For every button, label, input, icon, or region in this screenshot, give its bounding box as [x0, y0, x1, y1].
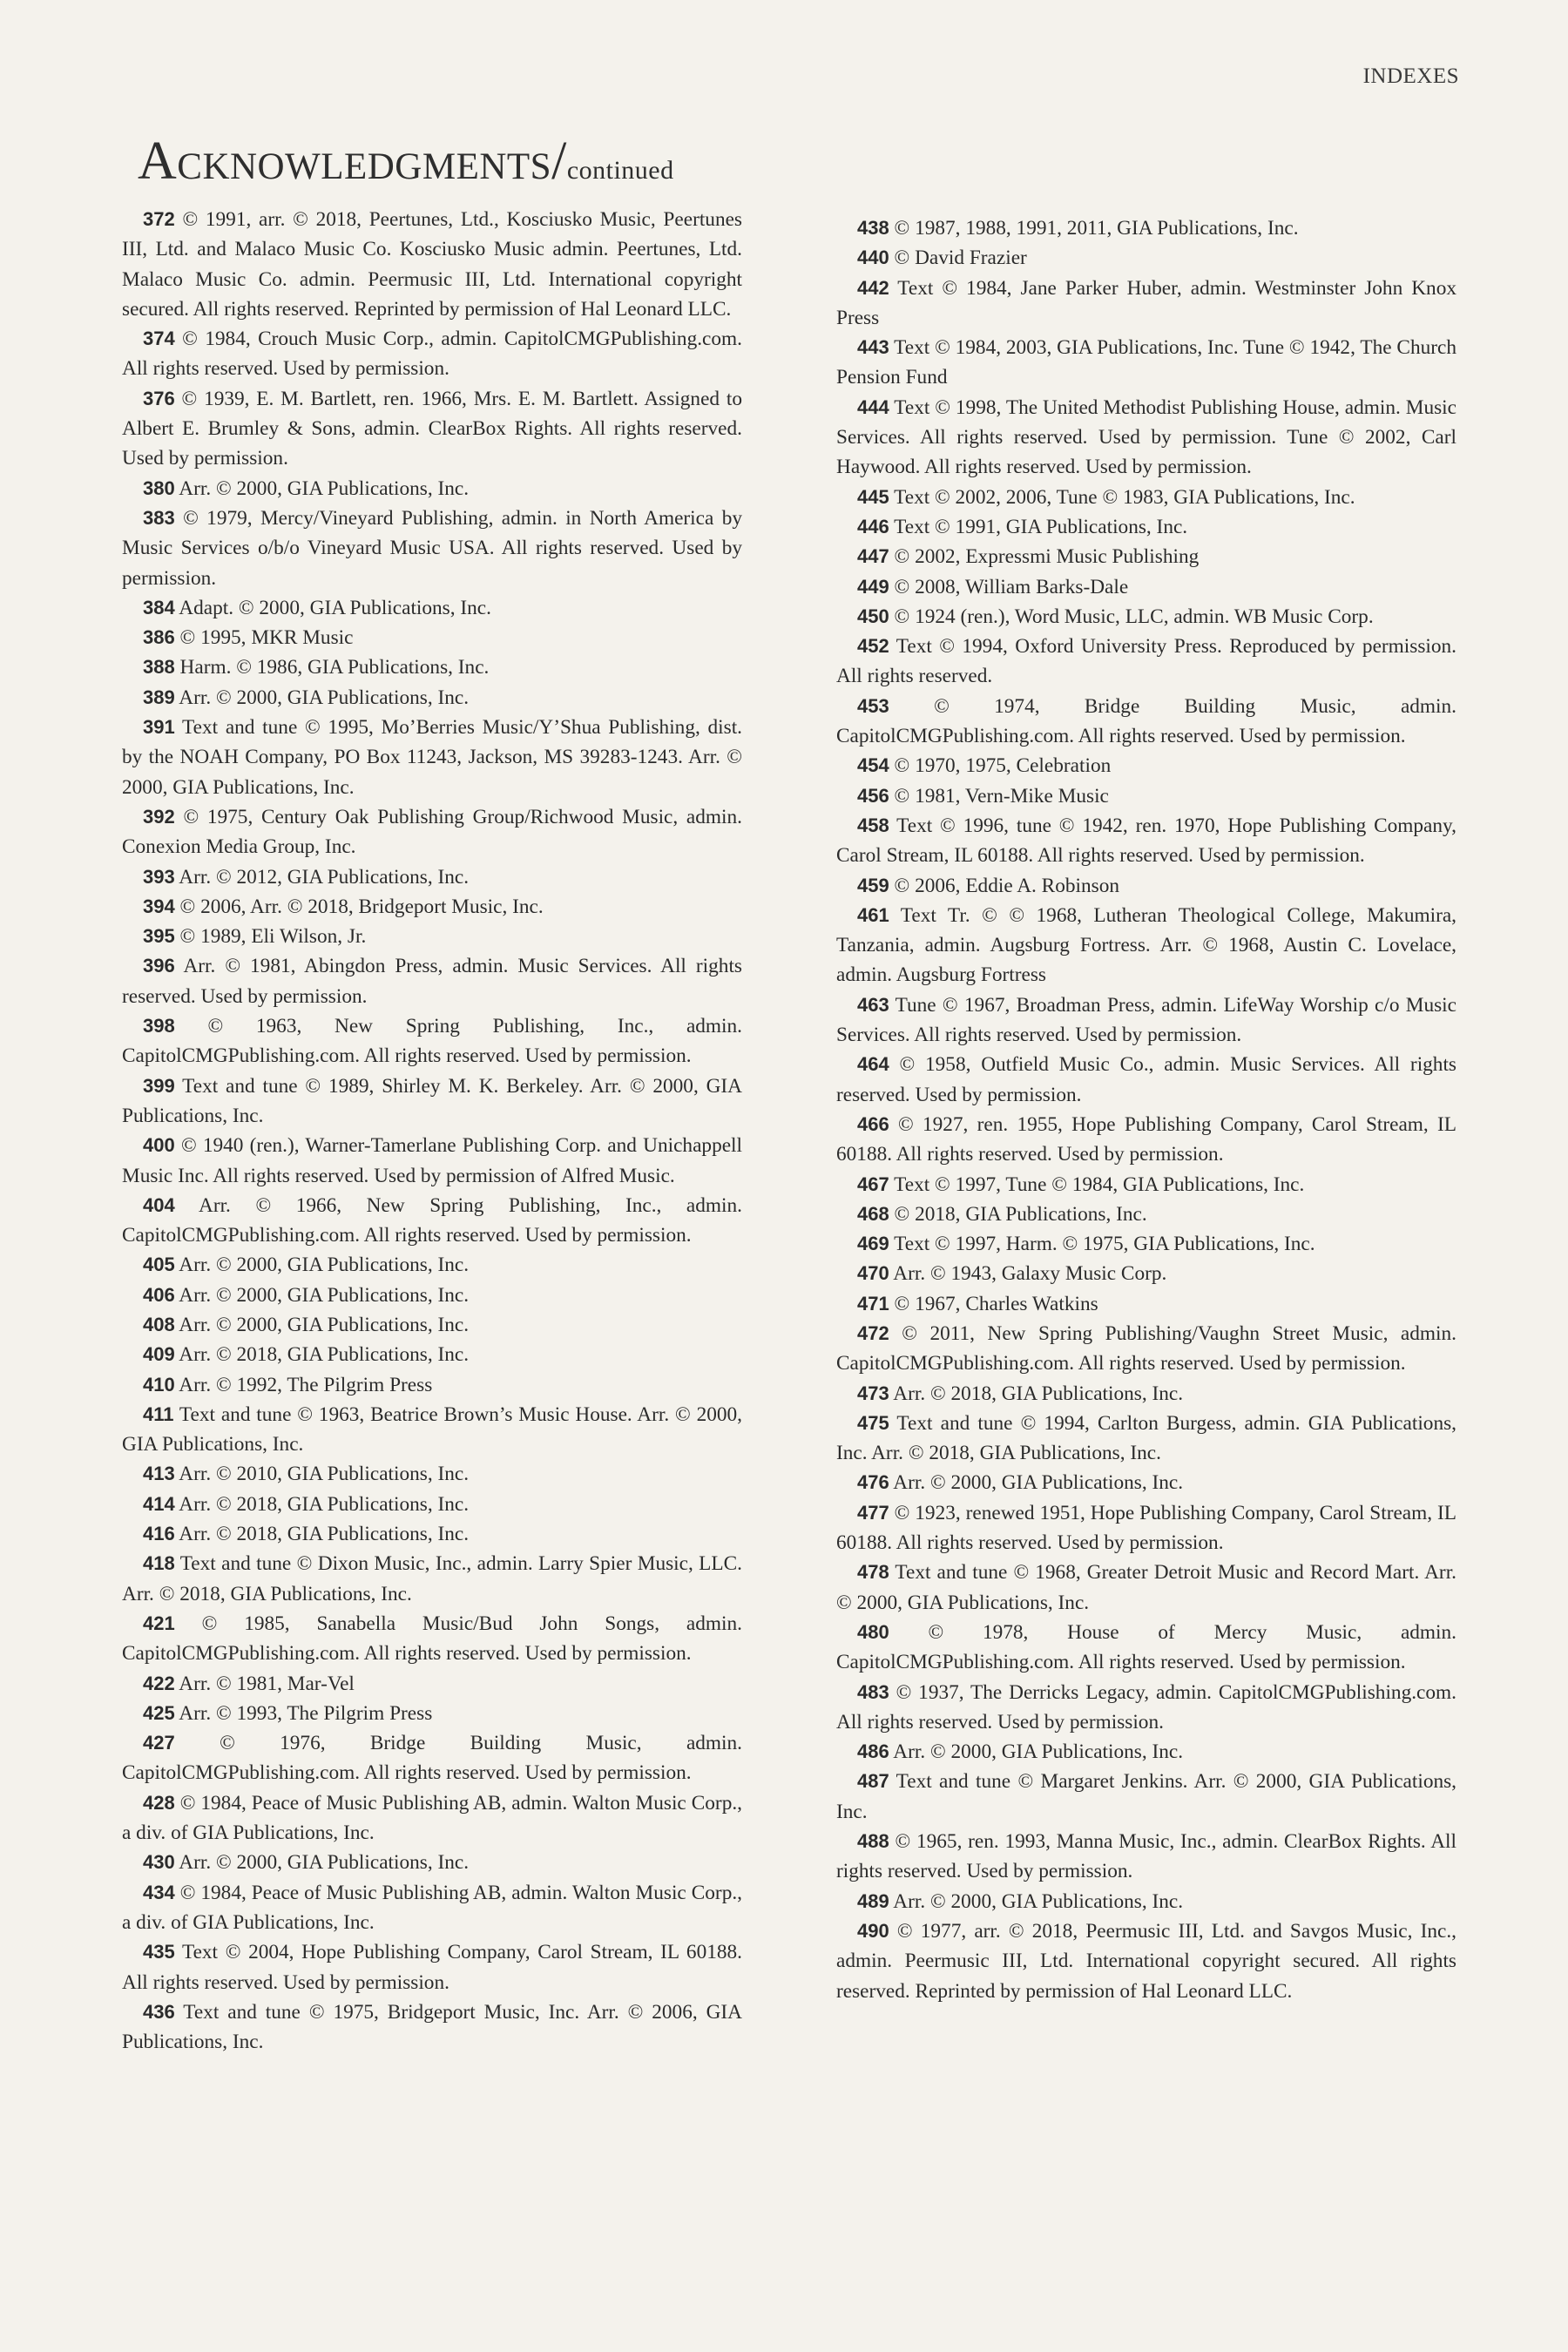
entry-number: 410 — [143, 1373, 175, 1396]
entry-text: © 1985, Sanabella Music/Bud John Songs, admin. CapitolCMGPublishing.com. All rights reserved. Used by permission. — [122, 1612, 742, 1666]
acknowledgment-entry — [836, 871, 1456, 901]
acknowledgment-entry — [836, 572, 1456, 602]
acknowledgment-entry — [122, 1310, 742, 1340]
acknowledgment-entry — [836, 1916, 1456, 2006]
entry-text: Text © 1994, Oxford University Press. Reproduced by permission. All rights reserved. — [836, 635, 1457, 688]
entry-text: Harm. © 1986, GIA Publications, Inc. — [179, 656, 490, 679]
entry-text: © 1984, Crouch Music Corp., admin. CapitolCMGPublishing.com. All rights reserved. Used by permission. — [122, 328, 742, 381]
entry-number: 411 — [143, 1402, 174, 1425]
entry-number: 399 — [143, 1074, 175, 1097]
acknowledgment-entry — [122, 1281, 742, 1310]
entry-number: 389 — [143, 686, 175, 708]
entry-text: Text and tune © Margaret Jenkins. Arr. © 2000, GIA Publications, Inc. — [836, 1770, 1457, 1823]
acknowledgment-entry — [836, 542, 1456, 571]
entry-number: 467 — [857, 1173, 889, 1195]
entry-text: © 1965, ren. 1993, Manna Music, Inc., admin. ClearBox Rights. All rights reserved. Used by permission. — [836, 1830, 1457, 1883]
entry-number: 436 — [143, 2000, 175, 2023]
acknowledgment-entry — [122, 1370, 742, 1400]
entry-number: 422 — [143, 1672, 175, 1694]
acknowledgment-entry — [836, 1050, 1456, 1110]
acknowledgment-entry — [836, 512, 1456, 542]
acknowledgment-entry — [836, 1229, 1456, 1259]
entry-text: Arr. © 2018, GIA Publications, Inc. — [179, 1492, 470, 1516]
acknowledgment-entry — [836, 751, 1456, 781]
acknowledgment-entry — [836, 1200, 1456, 1229]
entry-text: Arr. © 2000, GIA Publications, Inc. — [893, 1889, 1184, 1913]
acknowledgment-entry — [122, 683, 742, 713]
entry-number: 408 — [143, 1313, 175, 1335]
title-slash: / — [551, 132, 567, 191]
acknowledgment-entry — [836, 393, 1456, 483]
entry-number: 468 — [857, 1202, 889, 1225]
entry-text: Arr. © 2000, GIA Publications, Inc. — [893, 1740, 1184, 1764]
entry-number: 393 — [143, 865, 175, 888]
acknowledgment-entry — [122, 862, 742, 892]
acknowledgment-entry — [836, 1289, 1456, 1319]
acknowledgment-entry — [836, 333, 1456, 393]
entry-number: 438 — [857, 217, 889, 239]
entry-number: 489 — [857, 1889, 889, 1912]
entry-number: 384 — [143, 596, 175, 618]
entry-number: 425 — [143, 1701, 175, 1724]
entry-text: Arr. © 2000, GIA Publications, Inc. — [179, 1851, 470, 1875]
entry-text: © 1923, renewed 1951, Hope Publishing Company, Carol Stream, IL 60188. All rights reserved. Used by permission. — [836, 1501, 1457, 1555]
acknowledgment-entry — [122, 504, 742, 593]
acknowledgment-entry — [122, 652, 742, 682]
entry-text: © 1989, Eli Wilson, Jr. — [179, 925, 367, 949]
entry-number: 376 — [143, 387, 175, 409]
acknowledgment-entry — [122, 1459, 742, 1489]
acknowledgment-entry — [836, 811, 1456, 871]
entry-number: 427 — [143, 1732, 175, 1754]
entry-number: 453 — [857, 694, 889, 717]
acknowledgment-entry — [836, 1170, 1456, 1200]
entry-number: 404 — [143, 1193, 175, 1216]
entry-text: © 1991, arr. © 2018, Peertunes, Ltd., Kosciusko Music, Peertunes III, Ltd. and Malaco Music Co. Kosciusko Music admin. Peertunes, Ltd. Malaco Music Co. admin. Peermusic III, Ltd. International copyright secured. All rights reserved. Reprinted by permission of Hal Leonard LLC. — [122, 208, 742, 321]
acknowledgment-entry — [836, 1468, 1456, 1497]
entry-number: 421 — [143, 1612, 175, 1634]
entry-number: 418 — [143, 1552, 175, 1575]
entry-text: © 1977, arr. © 2018, Peermusic III, Ltd. and Savgos Music, Inc., admin. Peermusic III, Ltd. International copyright secured. All rights reserved. Reprinted by permission of Hal Leonard LLC. — [836, 1919, 1456, 2003]
entry-number: 483 — [857, 1680, 889, 1703]
acknowledgment-entry — [122, 1848, 742, 1877]
entry-text: © 1995, MKR Music — [179, 626, 354, 650]
entry-text: © 1924 (ren.), Word Music, LLC, admin. WB Music Corp. — [894, 605, 1374, 628]
entry-text: © 2002, Expressmi Music Publishing — [894, 545, 1200, 569]
entry-text: Text and tune © 1963, Beatrice Brown’s Music House. Arr. © 2000, GIA Publications, Inc. — [122, 1402, 742, 1456]
entry-number: 490 — [857, 1919, 889, 1942]
entry-number: 380 — [143, 476, 175, 499]
entry-text: Arr. © 2000, GIA Publications, Inc. — [179, 1313, 470, 1336]
entry-number: 466 — [857, 1112, 889, 1135]
acknowledgment-entry — [122, 1400, 742, 1460]
entry-text: © 1970, 1975, Celebration — [894, 754, 1112, 778]
acknowledgment-entry — [122, 1071, 742, 1132]
entry-text: © 1978, House of Mercy Music, admin. CapitolCMGPublishing.com. All rights reserved. Used by permission. — [836, 1620, 1457, 1674]
entry-text: Text © 1998, The United Methodist Publishing House, admin. Music Services. All rights reserved. Used by permission. Tune © 2002, Carl Haywood. All rights reserved. Used by permission. — [836, 395, 1456, 479]
entry-number: 473 — [857, 1382, 889, 1404]
acknowledgment-entry — [836, 1110, 1456, 1170]
entry-text: © 1940 (ren.), Warner-Tamerlane Publishing Corp. and Unichappell Music Inc. All rights reserved. Used by permission of Alfred Music. — [122, 1134, 743, 1187]
acknowledgment-entry — [122, 593, 742, 623]
acknowledgment-entry — [122, 922, 742, 951]
entry-number: 405 — [143, 1254, 175, 1276]
acknowledgment-entry — [836, 1379, 1456, 1409]
entry-text: Text © 1997, Tune © 1984, GIA Publications, Inc. — [894, 1173, 1305, 1196]
acknowledgment-entry — [836, 1409, 1456, 1469]
acknowledgment-entry — [122, 951, 742, 1011]
entry-number: 430 — [143, 1851, 175, 1874]
entry-text: © 1984, Peace of Music Publishing AB, admin. Walton Music Corp., a div. of GIA Publications, Inc. — [122, 1791, 742, 1845]
entry-text: Arr. © 2018, GIA Publications, Inc. — [893, 1382, 1184, 1405]
acknowledgment-entry — [836, 213, 1456, 243]
acknowledgment-entry — [836, 1498, 1456, 1558]
entry-text: Text © 1984, Jane Parker Huber, admin. Westminster John Knox Press — [836, 276, 1456, 329]
title-main: Acknowledgments — [138, 132, 552, 191]
entry-number: 372 — [143, 208, 175, 230]
entry-number: 487 — [857, 1770, 889, 1793]
entry-number: 416 — [143, 1523, 175, 1545]
entry-text: © 1958, Outfield Music Co., admin. Music Services. All rights reserved. Used by permission. — [836, 1053, 1456, 1106]
entry-number: 480 — [857, 1620, 889, 1643]
acknowledgment-entry — [122, 892, 742, 922]
acknowledgment-entry — [122, 1669, 742, 1699]
entry-number: 472 — [857, 1321, 889, 1344]
acknowledgment-entry — [836, 483, 1456, 512]
entry-number: 392 — [143, 805, 175, 828]
entry-number: 463 — [857, 993, 889, 1016]
acknowledgment-entry — [122, 1549, 742, 1609]
entry-number: 475 — [857, 1411, 889, 1434]
entry-text: © 2008, William Barks-Dale — [894, 575, 1129, 598]
entry-number: 396 — [143, 955, 175, 977]
entry-text: Arr. © 1966, New Spring Publishing, Inc., admin. CapitolCMGPublishing.com. All rights reserved. Used by permission. — [122, 1193, 742, 1247]
entry-text: © 1984, Peace of Music Publishing AB, admin. Walton Music Corp., a div. of GIA Publications, Inc. — [122, 1881, 742, 1934]
entry-text: Text © 1991, GIA Publications, Inc. — [894, 515, 1188, 538]
entry-number: 446 — [857, 515, 889, 537]
entry-text: Arr. © 2000, GIA Publications, Inc. — [179, 1283, 470, 1307]
entry-number: 478 — [857, 1561, 889, 1584]
acknowledgment-entry — [836, 1558, 1456, 1618]
entry-number: 477 — [857, 1501, 889, 1524]
entry-text: Text and tune © 1989, Shirley M. K. Berkeley. Arr. © 2000, GIA Publications, Inc. — [122, 1074, 743, 1127]
entry-number: 454 — [857, 754, 889, 777]
entry-text: Text and tune © 1994, Carlton Burgess, admin. GIA Publications, Inc. Arr. © 2018, GIA Publications, Inc. — [836, 1411, 1456, 1465]
entry-text: © 1963, New Spring Publishing, Inc., admin. CapitolCMGPublishing.com. All rights reserved. Used by permission. — [122, 1015, 742, 1068]
acknowledgment-entry — [122, 205, 742, 324]
entry-text: Arr. © 2000, GIA Publications, Inc. — [893, 1471, 1184, 1495]
acknowledgment-entry — [836, 1319, 1456, 1379]
acknowledgment-entry — [836, 1827, 1456, 1887]
entry-text: © 2018, GIA Publications, Inc. — [894, 1202, 1147, 1226]
acknowledgment-entry — [122, 1250, 742, 1280]
entry-number: 464 — [857, 1053, 889, 1076]
entry-text: Arr. © 2000, GIA Publications, Inc. — [179, 686, 470, 709]
entry-number: 488 — [857, 1830, 889, 1853]
entry-number: 386 — [143, 626, 175, 649]
entry-text: Text © 1984, 2003, GIA Publications, Inc. Tune © 1942, The Church Pension Fund — [836, 336, 1456, 389]
entry-number: 447 — [857, 545, 889, 568]
acknowledgment-entry — [122, 802, 742, 862]
entry-text: Arr. © 2012, GIA Publications, Inc. — [179, 865, 470, 889]
entry-text: Arr. © 1943, Galaxy Music Corp. — [893, 1262, 1167, 1286]
acknowledgment-entry — [836, 781, 1456, 811]
acknowledgment-entry — [122, 1609, 742, 1669]
entry-number: 391 — [143, 716, 175, 739]
entry-number: 400 — [143, 1134, 175, 1157]
acknowledgment-entry — [122, 1191, 742, 1251]
acknowledgment-entry — [122, 324, 742, 384]
entry-text: Arr. © 1992, The Pilgrim Press — [179, 1373, 433, 1396]
entry-text: © 1976, Bridge Building Music, admin. CapitolCMGPublishing.com. All rights reserved. Used by permission. — [122, 1732, 743, 1785]
entry-number: 444 — [857, 395, 889, 418]
entry-number: 461 — [857, 903, 889, 926]
entry-text: Text © 2002, 2006, Tune © 1983, GIA Publications, Inc. — [894, 485, 1355, 509]
entry-text: Text and tune © Dixon Music, Inc., admin. Larry Spier Music, LLC. Arr. © 2018, GIA Publications, Inc. — [122, 1552, 743, 1605]
entry-number: 406 — [143, 1283, 175, 1306]
entry-number: 452 — [857, 635, 889, 658]
acknowledgment-entry — [836, 1678, 1456, 1738]
entry-number: 409 — [143, 1343, 175, 1366]
entry-text: Adapt. © 2000, GIA Publications, Inc. — [179, 596, 491, 619]
entry-number: 476 — [857, 1471, 889, 1494]
entry-text: Text © 2004, Hope Publishing Company, Carol Stream, IL 60188. All rights reserved. Used by permission. — [122, 1941, 742, 1994]
acknowledgment-entry — [836, 901, 1456, 990]
acknowledgment-entry — [836, 632, 1456, 692]
acknowledgment-entry — [122, 1728, 742, 1788]
acknowledgment-entry — [122, 1788, 742, 1848]
acknowledgment-entry — [836, 1259, 1456, 1288]
acknowledgment-entry — [836, 692, 1456, 752]
entry-number: 458 — [857, 814, 889, 836]
acknowledgment-entry — [122, 623, 742, 652]
entry-text: Text © 1996, tune © 1942, ren. 1970, Hope Publishing Company, Carol Stream, IL 60188. All rights reserved. Used by permission. — [836, 814, 1456, 868]
entry-number: 388 — [143, 656, 175, 679]
entry-text: © 1939, E. M. Bartlett, ren. 1966, Mrs. E. M. Bartlett. Assigned to Albert E. Brumley & Sons, admin. ClearBox Rights. All rights reserved. Used by permission. — [122, 387, 743, 470]
acknowledgment-entry — [836, 990, 1456, 1051]
entry-text: © 1967, Charles Watkins — [894, 1292, 1098, 1315]
entry-number: 470 — [857, 1262, 889, 1285]
acknowledgment-entry — [122, 1937, 742, 1997]
entry-text: © 1975, Century Oak Publishing Group/Richwood Music, admin. Conexion Media Group, Inc. — [122, 805, 742, 859]
entry-text: © David Frazier — [894, 247, 1027, 270]
entry-text: Text and tune © 1968, Greater Detroit Music and Record Mart. Arr. © 2000, GIA Publications, Inc. — [836, 1561, 1456, 1614]
entry-text: © 1981, Vern-Mike Music — [894, 784, 1109, 808]
entry-number: 486 — [857, 1740, 889, 1763]
entry-text: © 2011, New Spring Publishing/Vaughn Street Music, admin. CapitolCMGPublishing.com. All rights reserved. Used by permission. — [836, 1321, 1456, 1375]
acknowledgment-entry — [122, 1490, 742, 1519]
entry-number: 374 — [143, 328, 175, 350]
entry-number: 398 — [143, 1015, 175, 1037]
entry-text: Text and tune © 1995, Mo’Berries Music/Y’Shua Publishing, dist. by the NOAH Company, PO Box 11243, Jackson, MS 39283-1243. Arr. © 2000, GIA Publications, Inc. — [122, 716, 742, 799]
entry-number: 428 — [143, 1791, 175, 1814]
page-title — [138, 131, 674, 193]
acknowledgment-entry — [836, 1737, 1456, 1767]
entry-text: Text © 1997, Harm. © 1975, GIA Publications, Inc. — [894, 1233, 1315, 1256]
entry-text: Arr. © 2018, GIA Publications, Inc. — [179, 1523, 470, 1546]
entry-number: 443 — [857, 336, 889, 359]
entry-number: 449 — [857, 575, 889, 598]
entry-number: 414 — [143, 1492, 175, 1515]
title-sub: continued — [566, 156, 674, 185]
entry-number: 442 — [857, 276, 889, 299]
entry-text: © 1987, 1988, 1991, 2011, GIA Publications, Inc. — [894, 217, 1299, 240]
acknowledgment-entry — [122, 384, 742, 474]
entry-text: © 1927, ren. 1955, Hope Publishing Company, Carol Stream, IL 60188. All rights reserved. Used by permission. — [836, 1112, 1456, 1166]
entry-text: Arr. © 1993, The Pilgrim Press — [179, 1701, 433, 1725]
acknowledgment-entry — [836, 1618, 1456, 1678]
entry-text: Arr. © 2010, GIA Publications, Inc. — [179, 1463, 470, 1486]
acknowledgment-entry — [122, 1699, 742, 1728]
entry-text: © 1979, Mercy/Vineyard Publishing, admin. in North America by Music Services o/b/o Vineyard Music USA. All rights reserved. Used by permission. — [122, 506, 742, 590]
acknowledgment-entry — [122, 713, 742, 802]
entry-number: 469 — [857, 1233, 889, 1255]
entry-text: Tune © 1967, Broadman Press, admin. LifeWay Worship c/o Music Services. All rights reserved. Used by permission. — [836, 993, 1456, 1047]
acknowledgment-entry — [836, 274, 1456, 334]
entry-number: 435 — [143, 1941, 175, 1963]
acknowledgment-entry — [122, 1340, 742, 1369]
entry-text: Arr. © 2000, GIA Publications, Inc. — [179, 1254, 470, 1277]
entry-number: 450 — [857, 605, 889, 627]
acknowledgment-entry — [122, 1878, 742, 1938]
acknowledgment-entry — [122, 474, 742, 504]
left-column — [122, 205, 742, 2057]
entry-number: 445 — [857, 485, 889, 508]
entry-text: Text Tr. © © 1968, Lutheran Theological College, Makumira, Tanzania, admin. Augsburg Fortress. Arr. © 1968, Austin C. Lovelace, admin. Augsburg Fortress — [836, 903, 1456, 987]
entry-text: © 1974, Bridge Building Music, admin. CapitolCMGPublishing.com. All rights reserved. Used by permission. — [836, 694, 1457, 748]
entry-text: Arr. © 1981, Abingdon Press, admin. Music Services. All rights reserved. Used by permission. — [122, 955, 742, 1008]
entry-number: 383 — [143, 506, 175, 529]
acknowledgment-entry — [122, 1519, 742, 1549]
entry-text: © 1937, The Derricks Legacy, admin. CapitolCMGPublishing.com. All rights reserved. Used by permission. — [836, 1680, 1456, 1734]
entry-text: Arr. © 1981, Mar-Vel — [179, 1672, 355, 1695]
entry-number: 394 — [143, 895, 175, 917]
entry-text: © 2006, Eddie A. Robinson — [894, 874, 1119, 897]
entry-number: 395 — [143, 925, 175, 948]
entry-number: 434 — [143, 1881, 175, 1903]
acknowledgment-entry — [122, 1997, 742, 2058]
entry-number: 471 — [857, 1292, 889, 1315]
right-column — [836, 213, 1456, 2006]
entry-number: 440 — [857, 247, 889, 269]
acknowledgment-entry — [836, 602, 1456, 632]
entry-text: Text and tune © 1975, Bridgeport Music, Inc. Arr. © 2006, GIA Publications, Inc. — [122, 2000, 743, 2054]
entry-number: 456 — [857, 784, 889, 807]
entry-text: Arr. © 2018, GIA Publications, Inc. — [179, 1343, 470, 1367]
entry-number: 413 — [143, 1463, 175, 1485]
section-label: INDEXES — [1362, 64, 1459, 88]
acknowledgment-entry — [836, 1767, 1456, 1827]
entry-number: 459 — [857, 874, 889, 896]
acknowledgment-entry — [836, 243, 1456, 273]
entry-text: © 2006, Arr. © 2018, Bridgeport Music, Inc. — [179, 895, 544, 918]
entry-text: Arr. © 2000, GIA Publications, Inc. — [179, 476, 470, 500]
acknowledgment-entry — [122, 1131, 742, 1191]
acknowledgment-entry — [122, 1011, 742, 1071]
acknowledgment-entry — [836, 1887, 1456, 1916]
